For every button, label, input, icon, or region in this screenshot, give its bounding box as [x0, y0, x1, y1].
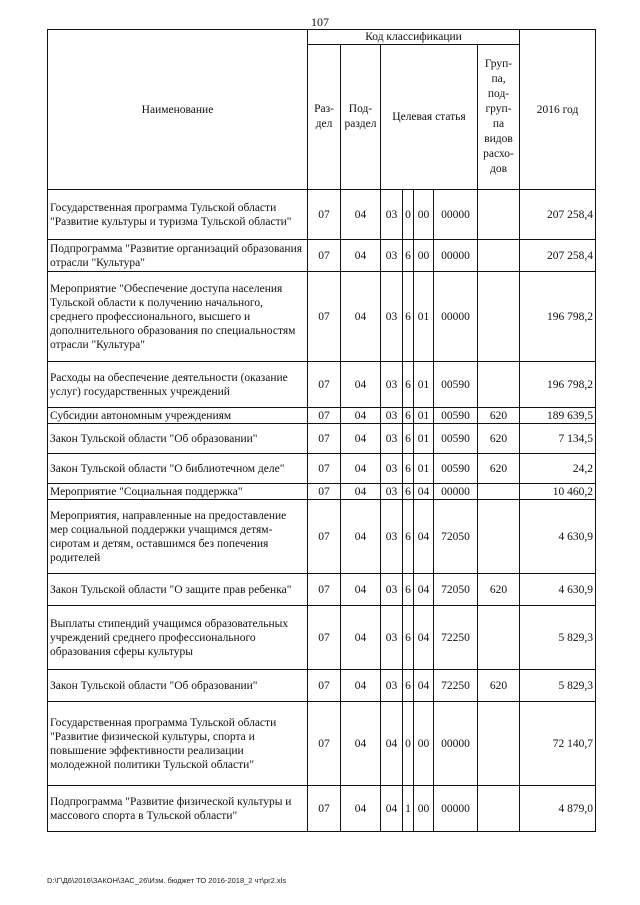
row-cs-program: 03 [381, 574, 403, 606]
header-classification: Код классификации [308, 30, 520, 45]
row-cs-direction: 00590 [434, 424, 478, 454]
row-sum: 72 140,7 [520, 702, 596, 786]
row-cs-program: 04 [381, 702, 403, 786]
row-cs-direction: 72250 [434, 606, 478, 670]
row-cs-subprogram: 0 [403, 702, 414, 786]
row-cs-subprogram: 1 [403, 786, 414, 832]
row-name: Расходы на обеспечение деятельности (оказание услуг) государственных учреждений [48, 362, 308, 408]
row-razdel: 07 [308, 500, 341, 574]
table-row [48, 484, 596, 500]
table-row [48, 272, 596, 362]
row-cs-event: 00 [414, 786, 434, 832]
row-cs-direction: 00590 [434, 408, 478, 424]
row-cs-event: 01 [414, 454, 434, 484]
table-row [48, 702, 596, 786]
row-cs-program: 04 [381, 786, 403, 832]
table-row [48, 408, 596, 424]
row-vid [478, 272, 520, 362]
row-razdel: 07 [308, 408, 341, 424]
row-vid [478, 484, 520, 500]
row-vid: 620 [478, 454, 520, 484]
row-vid: 620 [478, 424, 520, 454]
row-cs-subprogram: 6 [403, 272, 414, 362]
row-cs-program: 03 [381, 424, 403, 454]
row-cs-direction: 00000 [434, 702, 478, 786]
row-cs-program: 03 [381, 362, 403, 408]
row-podrazdel: 04 [341, 362, 381, 408]
row-cs-subprogram: 6 [403, 454, 414, 484]
row-cs-subprogram: 6 [403, 240, 414, 272]
row-cs-event: 00 [414, 190, 434, 240]
row-vid: 620 [478, 670, 520, 702]
row-podrazdel: 04 [341, 484, 381, 500]
row-podrazdel: 04 [341, 702, 381, 786]
row-cs-subprogram: 6 [403, 606, 414, 670]
row-cs-program: 03 [381, 454, 403, 484]
row-razdel: 07 [308, 362, 341, 408]
row-sum: 4 879,0 [520, 786, 596, 832]
row-cs-program: 03 [381, 190, 403, 240]
row-podrazdel: 04 [341, 240, 381, 272]
row-cs-event: 04 [414, 500, 434, 574]
row-sum: 4 630,9 [520, 500, 596, 574]
row-sum: 207 258,4 [520, 240, 596, 272]
row-cs-event: 01 [414, 408, 434, 424]
row-razdel: 07 [308, 240, 341, 272]
row-name: Выплаты стипендий учащимся образовательных учреждений среднего профессионального образования сферы культуры [48, 606, 308, 670]
row-vid: 620 [478, 408, 520, 424]
row-cs-direction: 72050 [434, 500, 478, 574]
row-cs-subprogram: 6 [403, 574, 414, 606]
row-cs-program: 03 [381, 408, 403, 424]
row-vid [478, 362, 520, 408]
row-vid [478, 786, 520, 832]
row-name: Закон Тульской области "О защите прав ребенка" [48, 574, 308, 606]
row-cs-direction: 00000 [434, 484, 478, 500]
row-sum: 7 134,5 [520, 424, 596, 454]
row-vid [478, 702, 520, 786]
table-row [48, 240, 596, 272]
row-cs-direction: 72050 [434, 574, 478, 606]
row-razdel: 07 [308, 786, 341, 832]
row-sum: 207 258,4 [520, 190, 596, 240]
table-row [48, 190, 596, 240]
row-cs-subprogram: 6 [403, 362, 414, 408]
row-podrazdel: 04 [341, 408, 381, 424]
budget-table [47, 29, 596, 832]
row-cs-event: 00 [414, 240, 434, 272]
row-cs-program: 03 [381, 240, 403, 272]
row-cs-subprogram: 6 [403, 500, 414, 574]
row-razdel: 07 [308, 424, 341, 454]
row-cs-direction: 00000 [434, 190, 478, 240]
row-cs-event: 01 [414, 424, 434, 454]
row-cs-direction: 00000 [434, 786, 478, 832]
table-body [48, 190, 596, 832]
row-cs-direction: 72250 [434, 670, 478, 702]
row-vid [478, 240, 520, 272]
header-name: Наименование [48, 30, 308, 190]
row-name: Закон Тульской области "Об образовании" [48, 670, 308, 702]
row-cs-event: 04 [414, 606, 434, 670]
row-sum: 5 829,3 [520, 606, 596, 670]
row-podrazdel: 04 [341, 454, 381, 484]
header-section: Раз- дел [308, 45, 341, 190]
row-razdel: 07 [308, 702, 341, 786]
row-vid [478, 606, 520, 670]
row-razdel: 07 [308, 190, 341, 240]
table-row [48, 606, 596, 670]
row-cs-subprogram: 6 [403, 408, 414, 424]
row-vid: 620 [478, 574, 520, 606]
row-cs-subprogram: 6 [403, 484, 414, 500]
table-row [48, 500, 596, 574]
row-podrazdel: 04 [341, 574, 381, 606]
row-sum: 24,2 [520, 454, 596, 484]
header-target: Целевая статья [381, 45, 478, 190]
row-name: Мероприятия, направленные на предоставление мер социальной поддержки учащимся детям-сиротам и детям, оставшимся без попечения родителей [48, 500, 308, 574]
row-name: Государственная программа Тульской области "Развитие физической культуры, спорта и повышение эффективности реализации молодежной политики Тульской области" [48, 702, 308, 786]
row-name: Государственная программа Тульской области "Развитие культуры и туризма Тульской области" [48, 190, 308, 240]
table-row [48, 786, 596, 832]
row-sum: 189 639,5 [520, 408, 596, 424]
row-name: Субсидии автономным учреждениям [48, 408, 308, 424]
row-podrazdel: 04 [341, 190, 381, 240]
row-cs-program: 03 [381, 500, 403, 574]
row-name: Мероприятие "Социальная поддержка" [48, 484, 308, 500]
file-path-footer: D:\Г\Д6\2016\ЗАКОН\ЗАС_26\Изм. бюджет ТО 2016-2018_2 чт\pr2.xls [47, 876, 287, 885]
row-sum: 4 630,9 [520, 574, 596, 606]
row-name: Подпрограмма "Развитие организаций образования отрасли "Культура" [48, 240, 308, 272]
row-sum: 10 460,2 [520, 484, 596, 500]
row-name: Закон Тульской области "О библиотечном деле" [48, 454, 308, 484]
row-razdel: 07 [308, 484, 341, 500]
row-razdel: 07 [308, 670, 341, 702]
row-cs-subprogram: 6 [403, 424, 414, 454]
row-cs-direction: 00590 [434, 362, 478, 408]
row-sum: 5 829,3 [520, 670, 596, 702]
row-razdel: 07 [308, 574, 341, 606]
row-vid [478, 500, 520, 574]
row-cs-event: 01 [414, 272, 434, 362]
table-row [48, 424, 596, 454]
row-podrazdel: 04 [341, 606, 381, 670]
row-sum: 196 798,2 [520, 362, 596, 408]
row-podrazdel: 04 [341, 500, 381, 574]
row-razdel: 07 [308, 606, 341, 670]
row-sum: 196 798,2 [520, 272, 596, 362]
row-cs-event: 04 [414, 670, 434, 702]
row-cs-direction: 00000 [434, 240, 478, 272]
header-year: 2016 год [520, 30, 596, 190]
row-cs-subprogram: 6 [403, 670, 414, 702]
row-cs-event: 04 [414, 484, 434, 500]
row-cs-direction: 00590 [434, 454, 478, 484]
page-number: 107 [311, 15, 329, 29]
row-cs-event: 01 [414, 362, 434, 408]
row-razdel: 07 [308, 454, 341, 484]
table-row [48, 454, 596, 484]
row-cs-program: 03 [381, 670, 403, 702]
row-podrazdel: 04 [341, 670, 381, 702]
row-name: Подпрограмма "Развитие физической культуры и массового спорта в Тульской области" [48, 786, 308, 832]
header-subsection: Под- раздел [341, 45, 381, 190]
row-podrazdel: 04 [341, 786, 381, 832]
row-cs-event: 04 [414, 574, 434, 606]
row-vid [478, 190, 520, 240]
row-name: Мероприятие "Обеспечение доступа населения Тульской области к получению начального, среднего профессионального, высшего и дополнительного образования по специальностям отрасли "Культура" [48, 272, 308, 362]
row-podrazdel: 04 [341, 424, 381, 454]
row-cs-program: 03 [381, 484, 403, 500]
row-cs-program: 03 [381, 606, 403, 670]
row-cs-program: 03 [381, 272, 403, 362]
table-row [48, 670, 596, 702]
row-cs-event: 00 [414, 702, 434, 786]
row-cs-direction: 00000 [434, 272, 478, 362]
header-group: Груп- па, под- груп- па видов расхо- дов [478, 45, 520, 190]
row-podrazdel: 04 [341, 272, 381, 362]
table-row [48, 574, 596, 606]
row-razdel: 07 [308, 272, 341, 362]
row-name: Закон Тульской области "Об образовании" [48, 424, 308, 454]
row-cs-subprogram: 0 [403, 190, 414, 240]
table-row [48, 362, 596, 408]
